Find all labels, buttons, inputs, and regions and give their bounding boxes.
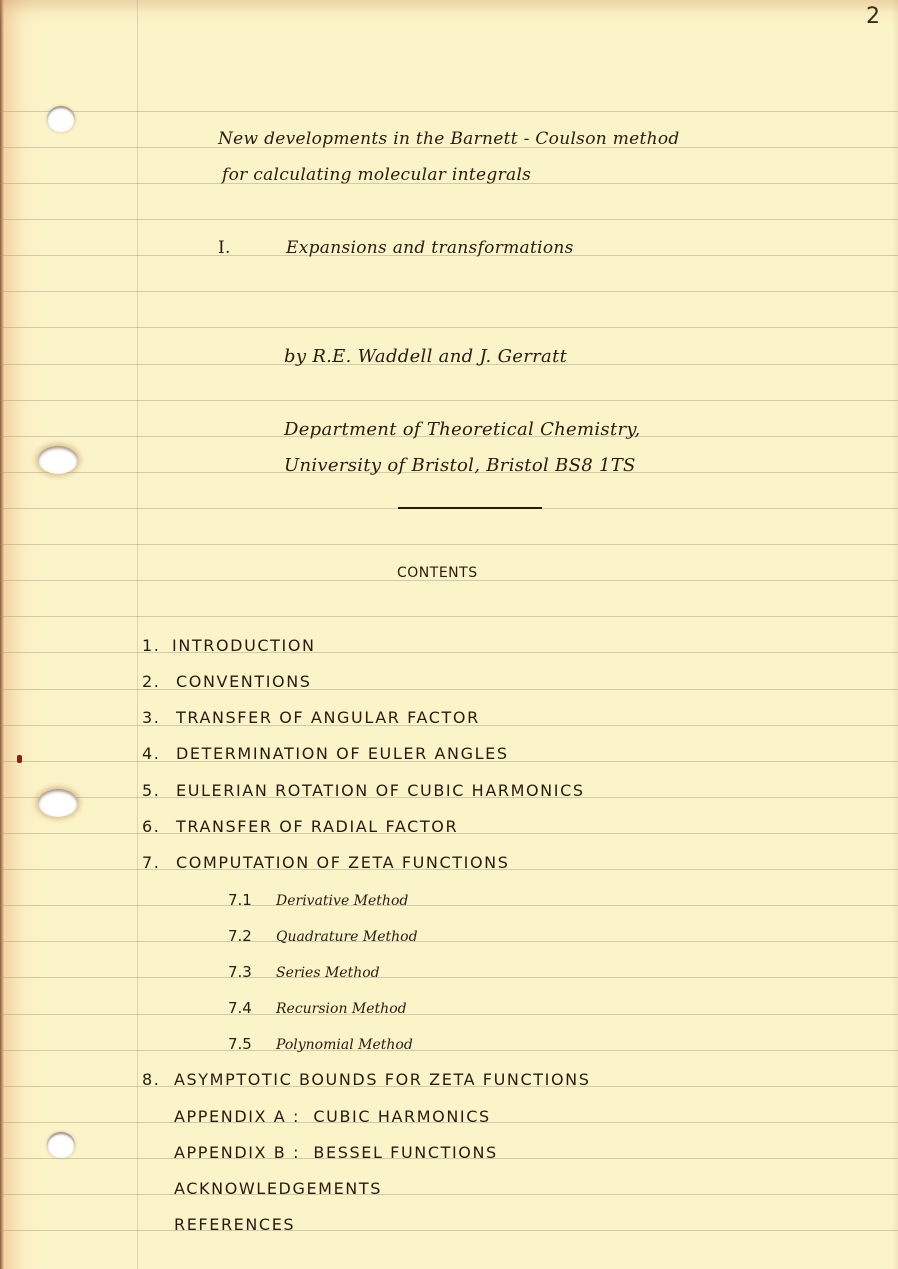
ruled-line <box>0 977 898 978</box>
toc-label: TRANSFER OF ANGULAR FACTOR <box>176 708 480 727</box>
toc-number: 1. <box>142 636 161 655</box>
toc-sublabel: Derivative Method <box>276 893 409 909</box>
toc-sublabel: Series Method <box>276 965 380 981</box>
toc-subnumber: 7.4 <box>228 999 252 1017</box>
toc-entry <box>142 853 510 872</box>
toc-subnumber: 7.5 <box>228 1035 252 1053</box>
ruled-line <box>0 689 898 690</box>
separator-rule <box>398 507 542 509</box>
toc-subnumber: 7.1 <box>228 891 252 909</box>
title-line-2: for calculating molecular integrals <box>222 165 532 185</box>
affiliation-line-1: Department of Theoretical Chemistry, <box>284 419 641 440</box>
toc-number: 3. <box>142 708 161 727</box>
ruled-line <box>0 1230 898 1231</box>
toc-label: EULERIAN ROTATION OF CUBIC HARMONICS <box>176 781 585 800</box>
toc-entry <box>142 1070 590 1089</box>
toc-number: 6. <box>142 817 161 836</box>
toc-sublabel: Recursion Method <box>276 1001 407 1017</box>
ruled-line <box>0 400 898 401</box>
toc-subentry <box>228 890 408 909</box>
ruled-line <box>0 1050 898 1051</box>
toc-sublabel: Polynomial Method <box>276 1037 413 1053</box>
toc-entry <box>142 636 316 655</box>
toc-label: ASYMPTOTIC BOUNDS FOR ZETA FUNCTIONS <box>174 1070 591 1089</box>
ruled-line <box>0 1014 898 1015</box>
ruled-line <box>0 291 898 292</box>
toc-label: COMPUTATION OF ZETA FUNCTIONS <box>176 853 510 872</box>
punch-hole <box>47 106 75 132</box>
toc-subnumber: 7.3 <box>228 963 252 981</box>
part-subtitle: Expansions and transformations <box>286 238 574 258</box>
punch-hole <box>38 789 78 817</box>
toc-subnumber: 7.2 <box>228 927 252 945</box>
toc-number: 5. <box>142 781 161 800</box>
ruled-line <box>0 1194 898 1195</box>
toc-entry <box>142 708 480 727</box>
toc-label: TRANSFER OF RADIAL FACTOR <box>176 817 459 836</box>
ruled-line <box>0 616 898 617</box>
toc-entry <box>142 817 458 836</box>
toc-label: DETERMINATION OF EULER ANGLES <box>176 744 509 763</box>
punch-hole <box>47 1132 75 1158</box>
toc-subentry <box>228 1034 413 1053</box>
page-number: 2 <box>866 4 880 29</box>
toc-number: 7. <box>142 853 161 872</box>
ruled-line <box>0 327 898 328</box>
contents-heading: CONTENTS <box>397 565 478 581</box>
toc-subentry <box>228 926 418 945</box>
toc-number: 8. <box>142 1070 161 1089</box>
toc-label: INTRODUCTION <box>172 636 316 655</box>
toc-label: CONVENTIONS <box>176 672 312 691</box>
ruled-line <box>0 905 898 906</box>
margin-line <box>137 0 138 1269</box>
punch-hole <box>38 446 78 474</box>
toc-subentry <box>228 998 407 1017</box>
affiliation-line-2: University of Bristol, Bristol BS8 1TS <box>284 455 636 476</box>
ruled-line <box>0 941 898 942</box>
toc-subentry <box>228 962 380 981</box>
ruled-line <box>0 544 898 545</box>
ruled-line <box>0 652 898 653</box>
toc-number: 2. <box>142 672 161 691</box>
toc-entry <box>142 672 312 691</box>
toc-entry <box>142 744 509 763</box>
toc-sublabel: Quadrature Method <box>276 929 418 945</box>
ink-stain <box>17 755 22 763</box>
part-numeral: I. <box>218 238 231 258</box>
toc-appendix-b: APPENDIX B : BESSEL FUNCTIONS <box>174 1143 498 1162</box>
toc-references: REFERENCES <box>174 1215 296 1234</box>
toc-appendix-a: APPENDIX A : CUBIC HARMONICS <box>174 1107 491 1126</box>
authors: by R.E. Waddell and J. Gerratt <box>284 346 568 367</box>
toc-acknowledgements: ACKNOWLEDGEMENTS <box>174 1179 382 1198</box>
title-line-1: New developments in the Barnett - Coulson method <box>218 129 680 149</box>
toc-entry <box>142 781 585 800</box>
ruled-line <box>0 111 898 112</box>
ruled-line <box>0 219 898 220</box>
toc-number: 4. <box>142 744 161 763</box>
